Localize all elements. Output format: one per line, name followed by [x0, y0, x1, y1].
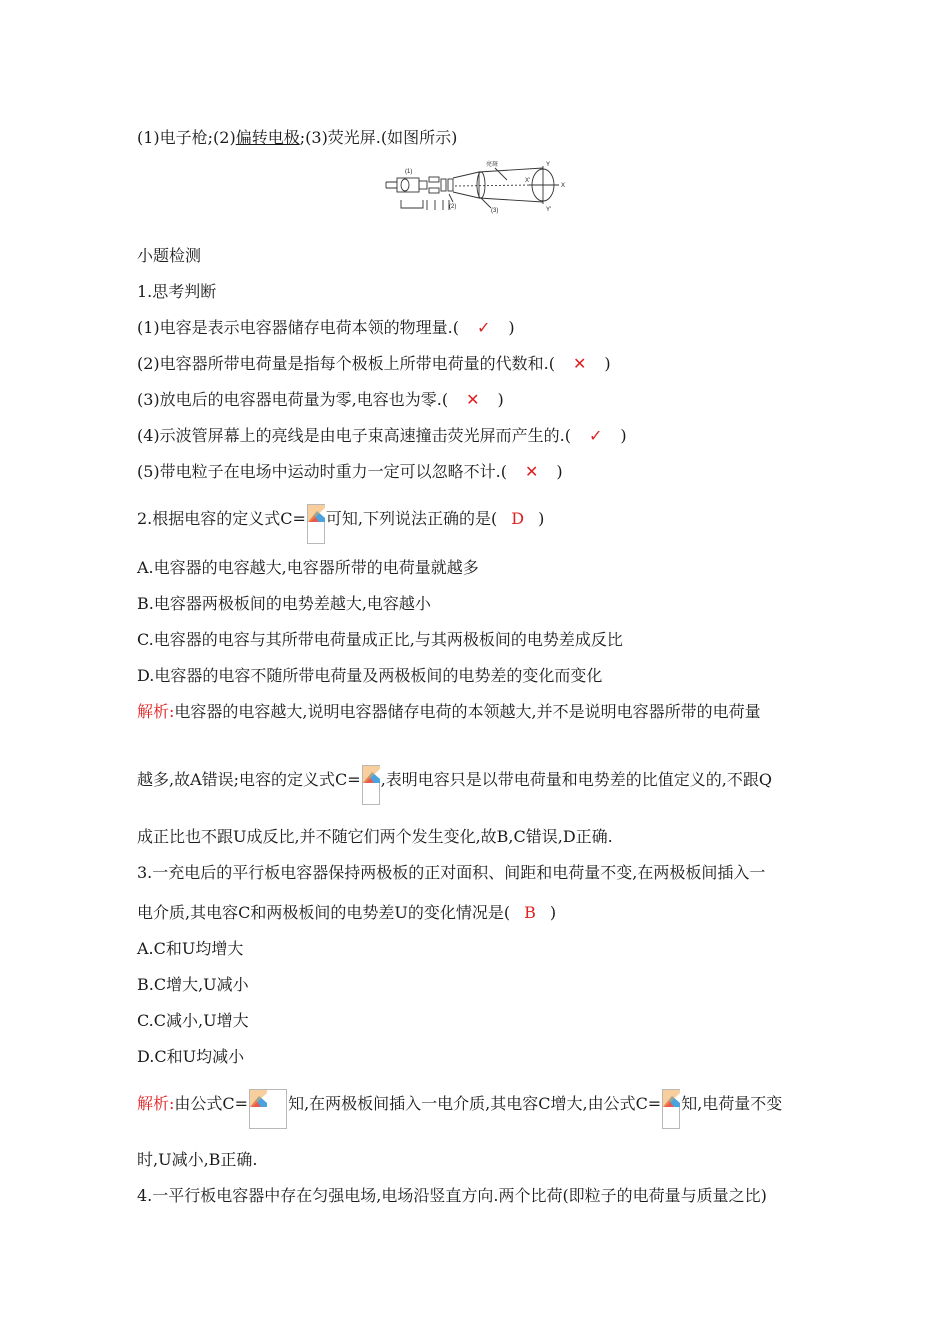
- q2-option-b: B.电容器两极板间的电势差越大,电容越小: [137, 594, 431, 613]
- q2-stem: 2.根据电容的定义式C= 可知,下列说法正确的是( D ): [137, 504, 544, 544]
- label-X: X: [561, 183, 566, 189]
- q4-stem-line-1: 4.一平行板电容器中存在匀强电场,电场沿竖直方向.两个比荷(即粒子的电荷量与质量之比): [137, 1186, 767, 1205]
- q3-analysis-line-1: 解析:由公式C= 知,在两极板间插入一电介质,其电容C增大,由公式C= 知,电荷量不变: [137, 1089, 782, 1129]
- formula-image-icon: [249, 1089, 287, 1129]
- label-deflection-electrode: (2): [449, 204, 457, 210]
- q1-title: 1.思考判断: [137, 282, 217, 301]
- check-mark: ✓: [589, 426, 603, 445]
- q3-option-a: A.C和U均增大: [137, 939, 244, 958]
- q1-item-5: (5)带电粒子在电场中运动时重力一定可以忽略不计.( ✕ ): [137, 462, 563, 481]
- analysis-label: 解析:: [137, 1094, 175, 1113]
- check-mark: ✓: [477, 318, 491, 337]
- q3-analysis-line-2: 时,U减小,B正确.: [137, 1150, 258, 1169]
- q2-analysis-line-2: 越多,故A错误;电容的定义式C= ,表明电容只是以带电荷量和电势差的比值定义的,不跟Q: [137, 765, 772, 805]
- q2-analysis-line-3: 成正比也不跟U成反比,并不随它们两个发生变化,故B,C错误,D正确.: [137, 827, 613, 846]
- q3-option-b: B.C增大,U减小: [137, 975, 249, 994]
- q2-option-a: A.电容器的电容越大,电容器所带的电荷量就越多: [137, 558, 479, 577]
- analysis-label: 解析:: [137, 702, 175, 721]
- q2-analysis-line-1: 解析:电容器的电容越大,说明电容器储存电荷的本领越大,并不是说明电容器所带的电荷量: [137, 702, 761, 721]
- label-X-prime: X': [525, 178, 531, 184]
- q3-option-c: C.C减小,U增大: [137, 1011, 249, 1030]
- label-electron-gun: (1): [405, 169, 413, 175]
- q3-option-d: D.C和U均减小: [137, 1047, 245, 1066]
- formula-image-icon: [662, 1089, 680, 1129]
- formula-image-icon: [362, 765, 380, 805]
- answer-letter: D: [511, 509, 525, 528]
- q1-item-3: (3)放电后的电容器电荷量为零,电容也为零.( ✕ ): [137, 390, 504, 409]
- cross-mark: ✕: [573, 354, 587, 373]
- deflection-electrode-term: 偏转电极: [235, 128, 300, 147]
- intro-line: (1)电子枪;(2)偏转电极;(3)荧光屏.(如图所示): [137, 128, 458, 147]
- cross-mark: ✕: [525, 462, 539, 481]
- q1-item-1: (1)电容是表示电容器储存电荷本领的物理量.( ✓ ): [137, 318, 515, 337]
- q1-item-4: (4)示波管屏幕上的亮线是由电子束高速撞击荧光屏而产生的.( ✓ ): [137, 426, 627, 445]
- q3-stem-line-1: 3.一充电后的平行板电容器保持两极板的正对面积、间距和电荷量不变,在两极板间插入一: [137, 863, 766, 882]
- q2-option-d: D.电容器的电容不随所带电荷量及两极板间的电势差的变化而变化: [137, 666, 603, 685]
- oscilloscope-tube-diagram: [383, 160, 571, 214]
- q3-stem-line-2: 电介质,其电容C和两极板间的电势差U的变化情况是( B ): [137, 903, 557, 922]
- cross-mark: ✕: [466, 390, 480, 409]
- q2-option-c: C.电容器的电容与其所带电荷量成正比,与其两极板间的电势差成反比: [137, 630, 623, 649]
- label-Y-prime: Y': [546, 207, 552, 213]
- section-title: 小题检测: [137, 246, 202, 265]
- label-Y: Y: [546, 162, 551, 168]
- q1-item-2: (2)电容器所带电荷量是指每个极板上所带电荷量的代数和.( ✕ ): [137, 354, 611, 373]
- label-screen: (3): [491, 208, 499, 214]
- formula-image-icon: [307, 504, 325, 544]
- label-bright-spot: 亮斑: [486, 162, 499, 168]
- answer-letter: B: [524, 903, 536, 922]
